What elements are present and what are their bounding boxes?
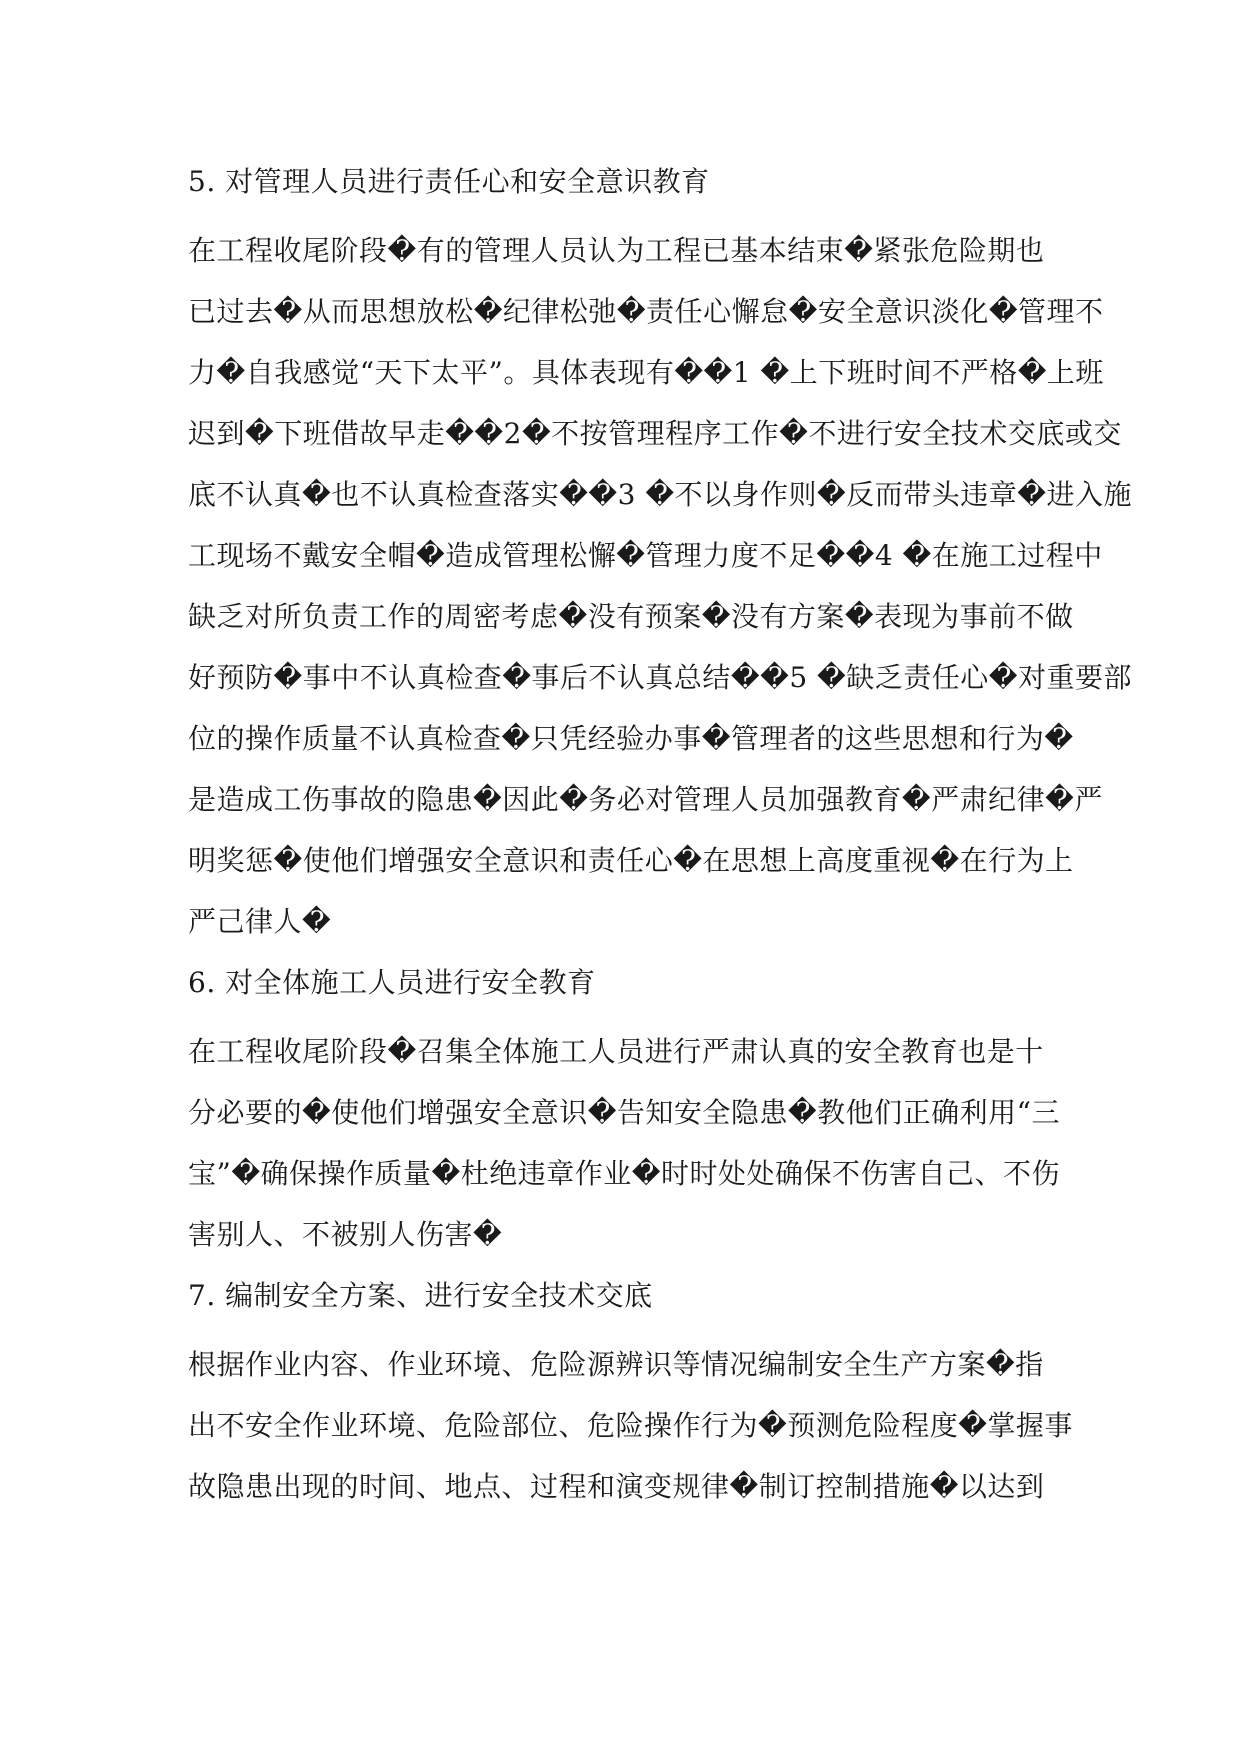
section-5-line-6: 工现场不戴安全帽�造成管理松懈�管理力度不足��4 �在施工过程中	[188, 539, 1103, 572]
section-5-heading: 5. 对管理人员进行责任心和安全意识教育	[188, 165, 710, 198]
section-5-line-11: 明奖惩�使他们增强安全意识和责任心�在思想上高度重视�在行为上	[188, 844, 1074, 877]
section-7-line-2: 出不安全作业环境、危险部位、危险操作行为�预测危险程度�掌握事	[188, 1409, 1073, 1442]
section-7-heading: 7. 编制安全方案、进行安全技术交底	[188, 1279, 653, 1312]
section-5-line-5: 底不认真�也不认真检查落实��3 �不以身作则�反而带头违章�进入施	[188, 478, 1132, 511]
section-6-heading: 6. 对全体施工人员进行安全教育	[188, 966, 596, 999]
section-5-line-1: 在工程收尾阶段�有的管理人员认为工程已基本结束�紧张危险期也	[188, 234, 1045, 267]
section-6-line-4: 害别人、不被别人伤害�	[188, 1218, 503, 1251]
section-7-line-3: 故隐患出现的时间、地点、过程和演变规律�制订控制措施�以达到	[188, 1470, 1045, 1503]
section-6-line-2: 分必要的�使他们增强安全意识�告知安全隐患�教他们正确利用“三	[188, 1096, 1060, 1129]
section-7-line-1: 根据作业内容、作业环境、危险源辨识等情况编制安全生产方案�指	[188, 1348, 1044, 1381]
section-5-line-2: 已过去�从而思想放松�纪律松弛�责任心懈怠�安全意识淡化�管理不	[188, 295, 1104, 328]
section-5-line-12: 严己律人�	[188, 905, 332, 938]
section-6-line-1: 在工程收尾阶段�召集全体施工人员进行严肃认真的安全教育也是十	[188, 1035, 1044, 1068]
section-6-line-3: 宝”�确保操作质量�杜绝违章作业�时时处处确保不伤害自己、不伤	[188, 1157, 1060, 1190]
section-5-line-3: 力�自我感觉“天下太平”。具体表现有��1 �上下班时间不严格�上班	[188, 356, 1104, 389]
section-5-line-9: 位的操作质量不认真检查�只凭经验办事�管理者的这些思想和行为�	[188, 722, 1074, 755]
section-5-line-8: 好预防�事中不认真检查�事后不认真总结��5 �缺乏责任心�对重要部	[188, 661, 1132, 694]
section-5-line-4: 迟到�下班借故早走��2�不按管理程序工作�不进行安全技术交底或交	[188, 417, 1122, 450]
section-5-line-7: 缺乏对所负责工作的周密考虑�没有预案�没有方案�表现为事前不做	[188, 600, 1074, 633]
section-5-line-10: 是造成工伤事故的隐患�因此�务必对管理人员加强教育�严肃纪律�严	[188, 783, 1103, 816]
